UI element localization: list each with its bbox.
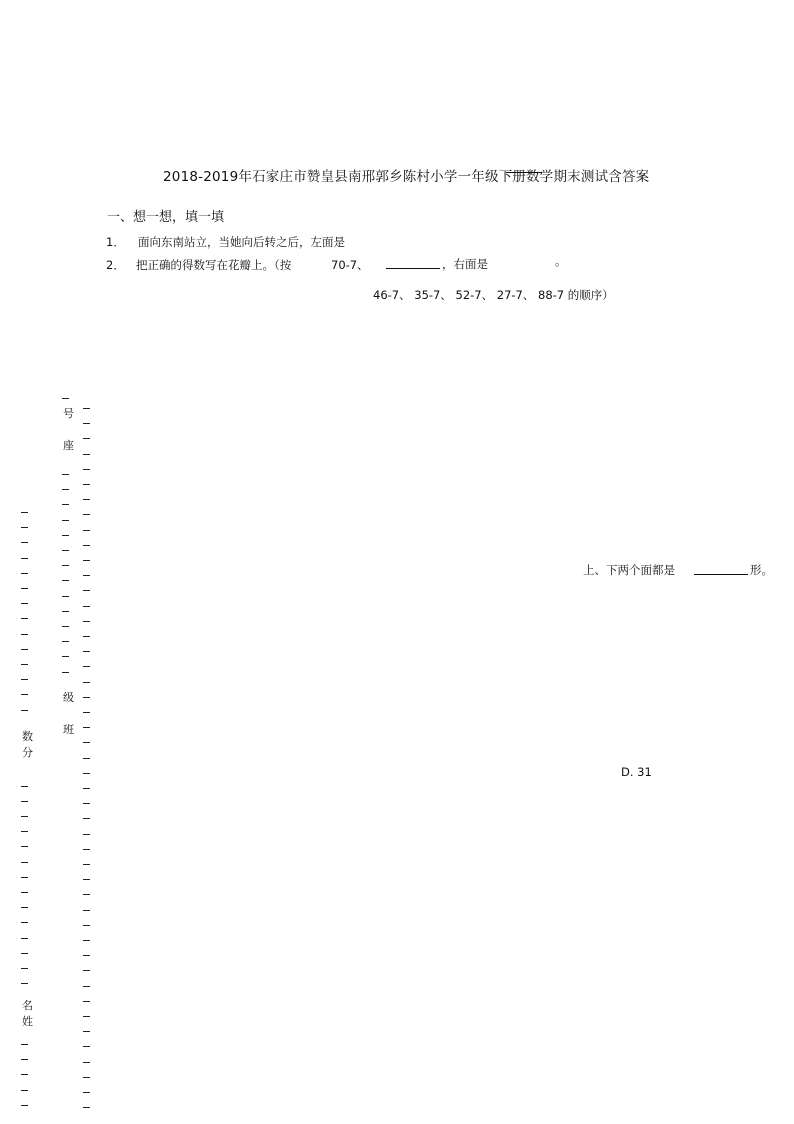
- binding-dash: [21, 907, 28, 908]
- binding-dash: [21, 1044, 28, 1045]
- binding-dash: [21, 1105, 28, 1106]
- binding-dash: [83, 1062, 90, 1063]
- strike-mark: [506, 172, 542, 173]
- score-char-1: 数: [22, 730, 33, 743]
- binding-dash: [83, 545, 90, 546]
- binding-dash: [83, 514, 90, 515]
- seat-char-1: 号: [63, 407, 74, 420]
- binding-dash: [21, 694, 28, 695]
- binding-dash: [21, 558, 28, 559]
- binding-dash: [83, 438, 90, 439]
- binding-dash: [21, 953, 28, 954]
- binding-dash: [83, 651, 90, 652]
- binding-dash: [83, 469, 90, 470]
- binding-dash: [62, 474, 69, 475]
- binding-dash: [83, 986, 90, 987]
- answer-blank-left: [386, 256, 440, 269]
- page-title: 2018-2019年石家庄市赞皇县南邢郭乡陈村小学一年级下册数学期末测试含答案: [163, 169, 650, 185]
- binding-dash: [62, 535, 69, 536]
- binding-dash: [83, 788, 90, 789]
- binding-dash: [62, 672, 69, 673]
- binding-dash: [83, 697, 90, 698]
- shape-question-suffix: 形。: [750, 563, 773, 577]
- binding-dash: [83, 803, 90, 804]
- binding-dash: [83, 1016, 90, 1017]
- binding-dash: [83, 925, 90, 926]
- binding-dash: [83, 712, 90, 713]
- binding-dash: [62, 398, 69, 399]
- binding-dash: [83, 894, 90, 895]
- section-heading: 一、想一想，填一填: [107, 210, 225, 225]
- binding-dash: [62, 626, 69, 627]
- binding-dash: [83, 636, 90, 637]
- binding-dash: [21, 786, 28, 787]
- binding-dash: [21, 527, 28, 528]
- binding-dash: [83, 499, 90, 500]
- binding-dash: [83, 621, 90, 622]
- binding-dash: [83, 727, 90, 728]
- binding-dash-line-inner: [83, 0, 91, 1124]
- binding-dash: [62, 504, 69, 505]
- binding-dash: [83, 423, 90, 424]
- binding-dash: [83, 560, 90, 561]
- binding-dash: [21, 603, 28, 604]
- binding-dash: [21, 512, 28, 513]
- binding-dash: [83, 606, 90, 607]
- question-1-number: 1．: [106, 235, 125, 249]
- binding-dash: [62, 565, 69, 566]
- binding-dash: [21, 588, 28, 589]
- question-2-order: 46-7、 35-7、 52-7、 27-7、 88-7 的顺序）: [373, 288, 614, 302]
- binding-dash: [83, 1031, 90, 1032]
- binding-dash: [83, 590, 90, 591]
- binding-dash: [21, 542, 28, 543]
- binding-dash: [21, 816, 28, 817]
- binding-dash: [83, 864, 90, 865]
- binding-dash: [21, 679, 28, 680]
- binding-dash: [83, 1046, 90, 1047]
- binding-dash: [83, 940, 90, 941]
- shape-answer-blank: [694, 562, 748, 575]
- score-char-2: 分: [22, 746, 33, 759]
- binding-dash: [21, 801, 28, 802]
- binding-dash: [21, 862, 28, 863]
- binding-dash: [83, 682, 90, 683]
- binding-dash: [83, 834, 90, 835]
- question-2-number: 2．: [106, 258, 125, 272]
- question-2-expression: 70-7、: [331, 258, 369, 272]
- name-char-1: 名: [22, 999, 33, 1012]
- binding-dash: [83, 955, 90, 956]
- binding-dash: [83, 879, 90, 880]
- binding-dash: [21, 710, 28, 711]
- binding-dash: [62, 656, 69, 657]
- binding-dash: [21, 892, 28, 893]
- question-1-end: 。: [555, 254, 567, 268]
- binding-dash: [21, 664, 28, 665]
- binding-dash: [62, 596, 69, 597]
- binding-dash: [21, 573, 28, 574]
- seat-char-2: 座: [63, 439, 74, 452]
- binding-dash: [83, 1001, 90, 1002]
- question-1-text: 面向东南站立，当她向后转之后，左面是: [138, 235, 345, 249]
- binding-dash: [21, 1074, 28, 1075]
- binding-dash: [21, 618, 28, 619]
- binding-dash: [83, 742, 90, 743]
- binding-dash: [62, 550, 69, 551]
- binding-dash: [21, 968, 28, 969]
- binding-dash: [21, 922, 28, 923]
- binding-dash-line-middle: [62, 0, 70, 1124]
- name-char-2: 姓: [22, 1015, 33, 1028]
- binding-dash: [62, 520, 69, 521]
- binding-dash: [83, 758, 90, 759]
- binding-dash: [83, 484, 90, 485]
- binding-dash: [83, 910, 90, 911]
- class-char-2: 班: [63, 723, 74, 736]
- binding-dash: [62, 489, 69, 490]
- question-2-text: 把正确的得数写在花瓣上。（按: [136, 258, 292, 272]
- binding-dash: [83, 530, 90, 531]
- question-1-right-label: ，右面是: [442, 257, 488, 271]
- binding-dash: [83, 1077, 90, 1078]
- shape-question-text: 上、下两个面都是: [583, 563, 675, 577]
- binding-dash: [21, 649, 28, 650]
- binding-dash: [21, 938, 28, 939]
- binding-dash: [83, 666, 90, 667]
- binding-dash: [83, 575, 90, 576]
- binding-dash: [62, 580, 69, 581]
- binding-dash: [83, 1092, 90, 1093]
- binding-dash: [83, 454, 90, 455]
- binding-dash: [83, 818, 90, 819]
- binding-dash: [21, 831, 28, 832]
- binding-dash: [21, 1059, 28, 1060]
- binding-dash-line-outer: [21, 0, 29, 1124]
- binding-dash: [83, 773, 90, 774]
- class-char-1: 级: [63, 691, 74, 704]
- binding-dash: [21, 983, 28, 984]
- binding-dash: [21, 877, 28, 878]
- binding-dash: [83, 408, 90, 409]
- binding-dash: [21, 634, 28, 635]
- binding-dash: [62, 611, 69, 612]
- option-d: D. 31: [621, 765, 652, 779]
- binding-dash: [62, 641, 69, 642]
- binding-dash: [83, 1107, 90, 1108]
- binding-dash: [83, 970, 90, 971]
- binding-dash: [21, 846, 28, 847]
- binding-dash: [83, 849, 90, 850]
- binding-dash: [21, 1090, 28, 1091]
